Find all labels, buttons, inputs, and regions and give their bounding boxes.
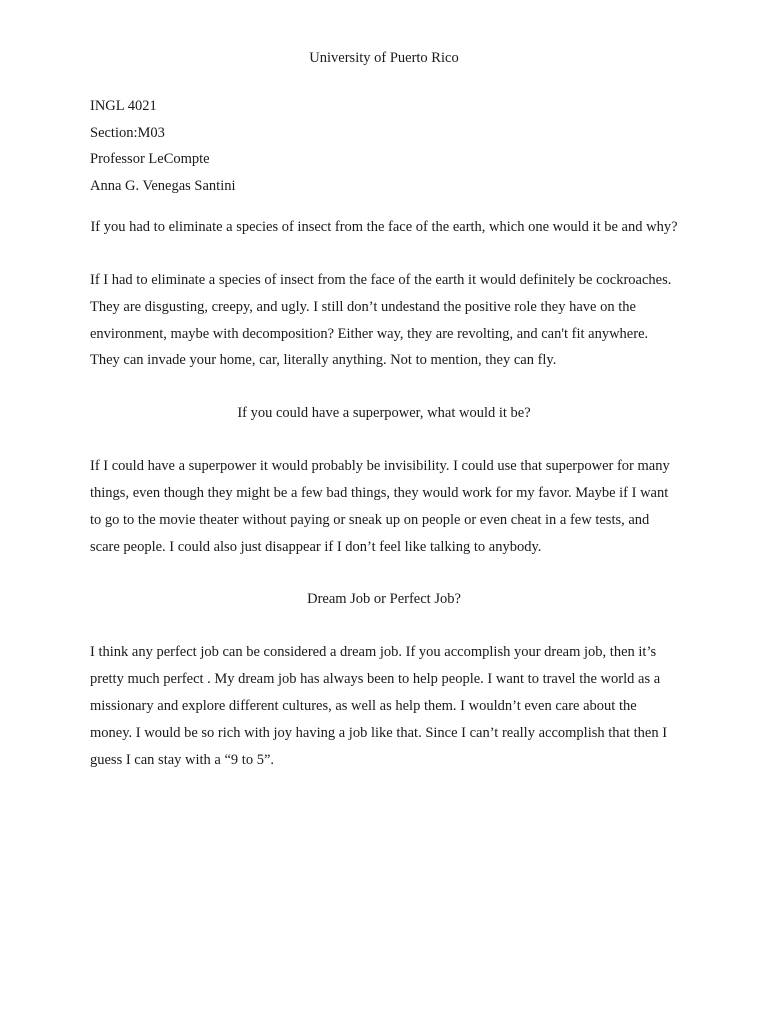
student-info-block [90,93,678,199]
question-heading-superpower: If you could have a superpower, what would it be? [237,405,531,422]
question-heading-insect: If you had to eliminate a species of insect from the face of the earth, which one would it be and why? [90,219,678,235]
answer-paragraph-insect: If I had to eliminate a species of insect from the face of the earth it would definitely be cockroaches. They are disgusting, creepy, and ugly. I still don’t undestand the positive role they have on the environment, maybe with decomposition? Either way, they are revolting, and can't fit anywhere. They can invade your home, car, literally anything. Not to mention, they can fly. [90,272,672,369]
question-heading-dream-job: Dream Job or Perfect Job? [307,591,461,608]
answer-paragraph-superpower: If I could have a superpower it would probably be invisibility. I could use that superpower for many things, even though they might be a few bad things, they would work for my favor. Maybe if I want to go to the movie theater without paying or sneak up on people or even cheat in a few tests, and scare people. I could also just disappear if I don’t feel like talking to anybody. [90,458,670,555]
section-line: Section:M03 [90,124,165,141]
student-name: Anna G. Venegas Santini [90,177,236,194]
course-code: INGL 4021 [90,98,157,114]
document-title: University of Puerto Rico [309,50,459,66]
professor-line: Professor LeCompte [90,151,210,167]
answer-paragraph-dream-job: I think any perfect job can be considered a dream job. If you accomplish your dream job, then it’s pretty much perfect . My dream job has always been to help people. I want to travel the world as a missionary and explore different cultures, as well as help them. I wouldn’t even care about the money. I would be so rich with joy having a job like that. Since I can’t really accomplish that then I guess I can stay with a “9 to 5”. [90,644,668,768]
